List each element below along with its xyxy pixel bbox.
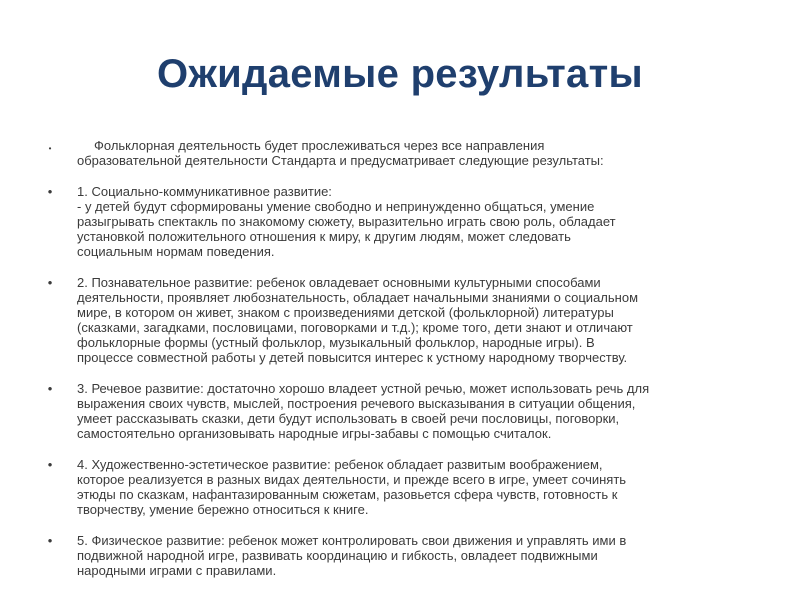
text-line: - у детей будут сформированы умение свободно и непринужденно общаться, умение xyxy=(77,199,595,214)
list-item-speech xyxy=(46,381,781,441)
text-line: 1. Социально-коммуникативное развитие: xyxy=(77,184,332,199)
text-line: деятельности, проявляет любознательность, обладает начальными знаниями о социальном xyxy=(77,290,639,305)
text-line: образовательной деятельности Стандарта и предусматривает следующие результаты: xyxy=(77,153,604,168)
list-item-intro xyxy=(46,138,781,168)
bullet-icon: • xyxy=(48,144,52,153)
text-line: выражения своих чувств, мыслей, построения речевого высказывания в ситуации общения, xyxy=(77,396,636,411)
text-line: народными играми с правилами. xyxy=(77,563,277,578)
text-line: разыгрывать спектакль по знакомому сюжету, выразительно играть свою роль, обладает xyxy=(77,214,616,229)
text-line: которое реализуется в разных видах деятельности, и прежде всего в игре, умеет сочинять xyxy=(77,472,627,487)
text-line: 5. Физическое развитие: ребенок может контролировать свои движения и управлять ими в xyxy=(77,533,627,548)
text-line: 2. Познавательное развитие: ребенок овладевает основными культурными способами xyxy=(77,275,601,290)
text-line: социальным нормам поведения. xyxy=(77,244,275,259)
text-line: 3. Речевое развитие: достаточно хорошо владеет устной речью, может использовать речь для xyxy=(77,381,650,396)
list-item-artistic xyxy=(46,457,781,517)
list-item-cognitive xyxy=(46,275,781,365)
list-item-physical xyxy=(46,533,781,578)
text-line: Фольклорная деятельность будет прослеживаться через все направления xyxy=(94,138,545,153)
text-line: фольклорные формы (устный фольклор, музыкальный фольклор, народные игры). В xyxy=(77,335,595,350)
text-line: процессе совместной работы у детей повысится интерес к устному народному творчеству. xyxy=(77,350,628,365)
text-line: творчеству, умение бережно относиться к книге. xyxy=(77,502,369,517)
text-line: самостоятельно организовывать народные игры-забавы с помощью считалок. xyxy=(77,426,552,441)
results-list xyxy=(46,138,781,594)
text-line: умеет рассказывать сказки, дети будут использовать в своей речи пословицы, поговорки, xyxy=(77,411,620,426)
bullet-icon: • xyxy=(47,184,53,199)
text-line: мире, в котором он живет, знаком с произведениями детской (фольклорной) литературы xyxy=(77,305,614,320)
bullet-icon: • xyxy=(47,381,53,396)
text-line: (сказками, загадками, пословицами, поговорками и т.д.); кроме того, дети знают и отличают xyxy=(77,320,633,335)
text-line: подвижной народной игре, развивать координацию и гибкость, овладеет подвижными xyxy=(77,548,598,563)
bullet-icon: • xyxy=(47,533,53,548)
bullet-icon: • xyxy=(47,457,53,472)
bullet-icon: • xyxy=(47,275,53,290)
text-line: этюды по сказкам, нафантазированным сюжетам, разовьется сфера чувств, готовность к xyxy=(77,487,618,502)
text-line: установкой положительного отношения к миру, к другим людям, может следовать xyxy=(77,229,571,244)
slide-title: Ожидаемые результаты xyxy=(157,52,643,96)
text-line: 4. Художественно-эстетическое развитие: ребенок обладает развитым воображением, xyxy=(77,457,603,472)
list-item-social xyxy=(46,184,781,259)
